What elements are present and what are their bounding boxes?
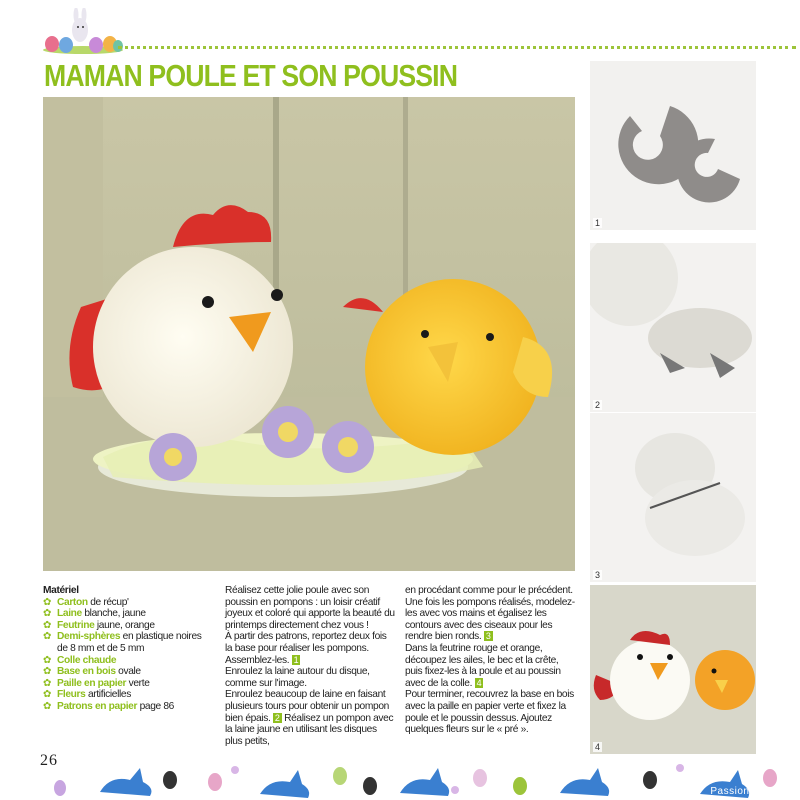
list-item: ✿ Fleurs artificielles [43, 689, 131, 701]
intro-paragraph: Réalisez cette jolie poule avec son poussin en pompons : un loisir créatif joyeux et coloré qui apporte la beauté du printemps directement chez vous ! [225, 585, 395, 631]
step-photo-1 [590, 61, 756, 230]
main-photo [43, 97, 575, 571]
instruction-paragraph: Pour terminer, recouvrez la base en bois avec la paille en papier verte et fixez la poule et le poussin dessus. Ajoutez quelques fleurs sur le « pré ». [405, 689, 574, 736]
list-item: ✿ Laine blanche, jaune [43, 608, 146, 620]
step-number: 4 [595, 742, 601, 752]
flower-bullet-icon: ✿ [43, 700, 52, 712]
flower-bullet-icon: ✿ [43, 677, 52, 689]
step-number: 2 [595, 400, 601, 410]
easter-pattern-border [0, 760, 800, 800]
instructions-column-2 [405, 585, 577, 736]
flower-bullet-icon: ✿ [43, 689, 52, 701]
list-item: ✿ Demi-sphères en plastique noires de 8 mm et de 5 mm [43, 631, 202, 654]
watermark: PassionForum.ru [710, 786, 794, 797]
flower-bullet-icon: ✿ [43, 654, 52, 666]
flower-bullet-icon: ✿ [43, 619, 52, 631]
step-photo-2 [590, 243, 756, 412]
list-item: ✿ Colle chaude [43, 654, 117, 666]
wrapping-wool-illustration [590, 243, 756, 412]
materials-list [43, 585, 213, 713]
materials-heading: Matériel [43, 585, 79, 596]
easter-bunny-decoration [38, 8, 128, 54]
instruction-paragraph: Dans la feutrine rouge et orange, découpez les ailes, le bec et la crête, puis fixez-les à la poule et au poussin avec de la colle. 4 [405, 642, 561, 689]
instruction-paragraph: À partir des patrons, reportez deux fois la base pour réaliser les pompons. Assemblez-les. 1 [225, 631, 387, 666]
finished-hen-chick-illustration [590, 585, 756, 754]
instruction-paragraph: Enroulez beaucoup de laine en faisant plusieurs tours pour obtenir un pompon bien épais. 2 Réalisez un pompon avec la laine jaune en utilisant les disques plus petits, [225, 689, 394, 747]
hen-and-chick-illustration [43, 97, 575, 571]
step-number: 3 [595, 570, 601, 580]
instruction-paragraph: en procédant comme pour le précédent. Une fois les pompons réalisés, modelez-les avec vos mains et égalisez les contours avec des ciseaux pour les rendre bien ronds. 3 [405, 585, 575, 643]
list-item: ✿ Paille en papier verte [43, 677, 150, 689]
header-dotted-rule [118, 46, 796, 49]
step-photo-3 [590, 413, 756, 582]
page-number: 26 [40, 752, 58, 769]
step-badge: 1 [293, 654, 299, 665]
step-photo-4 [590, 585, 756, 754]
flower-bullet-icon: ✿ [43, 608, 52, 620]
instructions-column-1 [225, 585, 395, 747]
flower-bullet-icon: ✿ [43, 631, 52, 643]
list-item: ✿ Feutrine jaune, orange [43, 619, 155, 631]
list-item: ✿ Base en bois ovale [43, 666, 141, 678]
list-item: ✿ Patrons en papier page 86 [43, 700, 174, 712]
page-title: MAMAN POULE ET SON POUSSIN [44, 58, 458, 93]
cardboard-rings-illustration [590, 61, 756, 230]
step-badge: 2 [274, 712, 280, 723]
list-item: ✿ Carton de récup' [43, 596, 129, 608]
flower-bullet-icon: ✿ [43, 666, 52, 678]
flower-bullet-icon: ✿ [43, 596, 52, 608]
step-badge: 4 [476, 677, 482, 688]
pompom-wool-illustration [590, 413, 756, 582]
step-number: 1 [595, 218, 601, 228]
instruction-paragraph: Enroulez la laine autour du disque, comme sur l'image. [225, 666, 370, 689]
step-badge: 3 [485, 631, 491, 642]
